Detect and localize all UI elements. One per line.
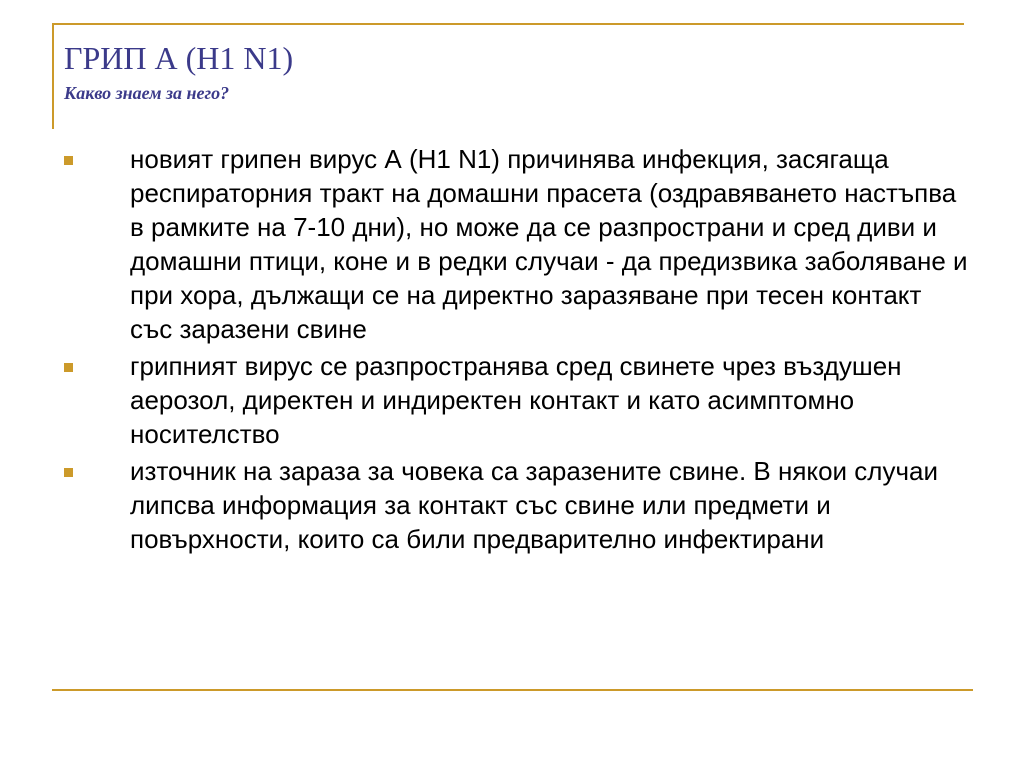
bullet-text: източник на зараза за човека са заразените свине. В някои случаи липсва информация за контакт със свине или предмети и повърхности, които са били предварително инфектирани xyxy=(130,456,938,554)
slide-subtitle: Какво знаем за него? xyxy=(64,83,230,103)
bullet-text: новият грипен вирус А (Н1 N1) причинява инфекция, засягаща респираторния тракт на домашни прасета (оздравяването настъпва в рамките на 7-10 дни), но може да се разпространи и сред диви и домашни птици, коне и в редки случаи - да предизвика заболяване и при хора, дължащи се на директно заразяване при тесен контакт със заразени свине xyxy=(130,144,968,344)
bullet-item xyxy=(60,142,970,346)
square-bullet-icon xyxy=(64,156,73,165)
square-bullet-icon xyxy=(64,468,73,477)
bullet-text: грипният вирус се разпространява сред свинете чрез въздушен аерозол, директен и индиректен контакт и като асимптомно носителство xyxy=(130,351,902,449)
bullet-item xyxy=(60,454,970,556)
top-divider xyxy=(52,23,964,25)
square-bullet-icon xyxy=(64,363,73,372)
left-divider xyxy=(52,23,54,129)
bullet-item xyxy=(60,349,970,451)
bullet-list xyxy=(60,142,970,556)
bottom-divider xyxy=(52,689,973,691)
slide-title: ГРИП А (Н1 N1) xyxy=(64,40,294,76)
